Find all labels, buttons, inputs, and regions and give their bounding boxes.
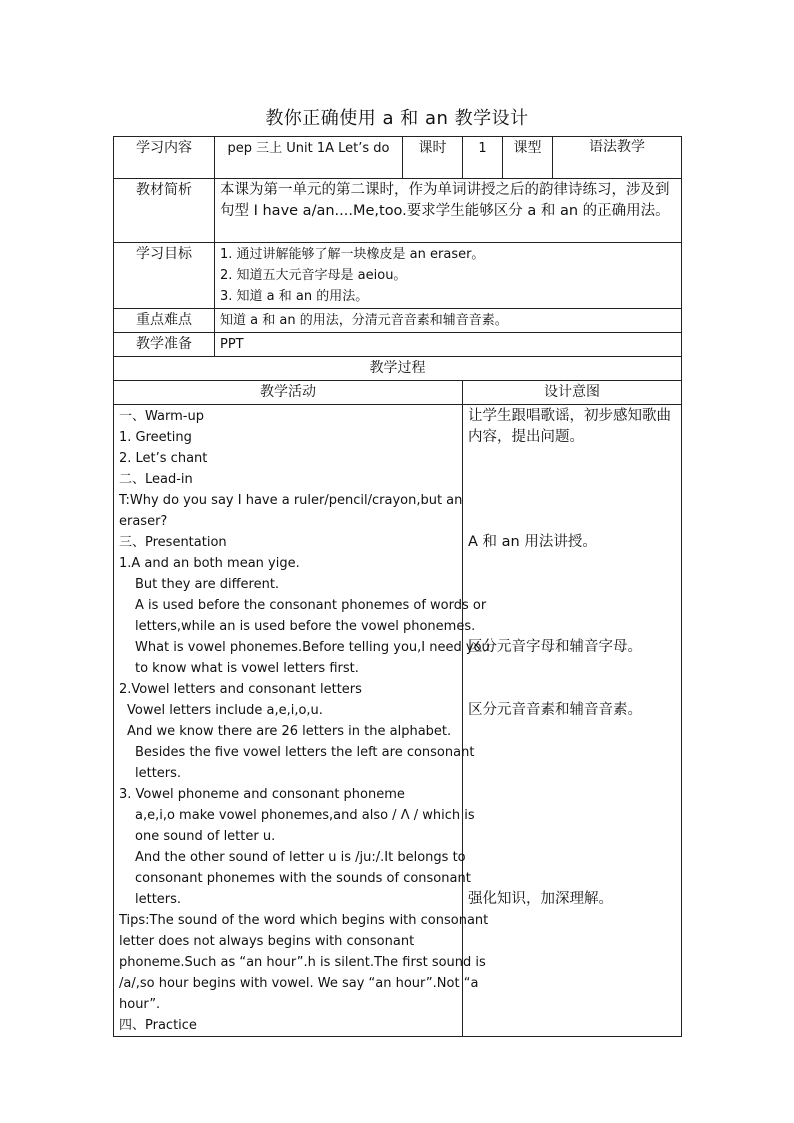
activity-line: 1. Greeting [119,430,192,445]
activity-line: 2.Vowel letters and consonant letters [119,682,362,697]
activity-line: 四、Practice [119,1018,197,1033]
goal-item: 3. 知道 a 和 an 的用法。 [220,289,369,304]
activity-line: to know what is vowel letters first. [135,661,359,676]
activity-line: But they are different. [135,577,280,592]
activity-line: one sound of letter u. [135,829,276,844]
activity-line: And the other sound of letter u is /ju:/.It belongs to [135,850,466,865]
header-row [114,137,682,179]
intro-text: 本课为第一单元的第二课时，作为单词讲授之后的韵律诗练习，涉及到句型 I have a/an....Me,too.要求学生能够区分 a 和 an 的正确用法。 [215,179,682,243]
process-title-row [114,357,682,381]
content-label: 学习内容 [114,137,215,179]
activity-line: hour”. [119,997,161,1012]
goals-row [114,243,682,309]
activity-line: 1.A and an both mean yige. [119,556,300,571]
type-value: 语法教学 [553,137,682,179]
intent-text: 区分元音音素和辅音音素。 [468,702,643,718]
activity-line: 一、Warm-up [119,409,204,424]
activity-line: 3. Vowel phoneme and consonant phoneme [119,787,405,802]
goals-label: 学习目标 [114,243,215,309]
intent-text: 区分元音字母和辅音字母。 [468,639,643,655]
activity-line: /a/,so hour begins with vowel. We say “an hour”.Not “a [119,976,479,991]
goal-item: 1. 通过讲解能够了解一块橡皮是 an eraser。 [220,247,485,262]
keypoints-text: 知道 a 和 an 的用法，分清元音音素和辅音音素。 [215,309,682,333]
activity-line: letter does not always begins with consonant [119,934,415,949]
prep-label: 教学准备 [114,333,215,357]
keypoints-row [114,309,682,333]
activity-line: letters. [135,892,182,907]
intent-cell [463,405,682,1037]
activity-line: 2. Let’s chant [119,451,208,466]
prep-row [114,333,682,357]
activity-column-header: 教学活动 [114,381,463,405]
intro-row [114,179,682,243]
process-body-row [114,405,682,1037]
activity-line: What is vowel phonemes.Before telling you,I need you [135,640,490,655]
goal-item: 2. 知道五大元音字母是 aeiou。 [220,268,407,283]
activity-line: letters,while an is used before the vowel phonemes. [135,619,476,634]
lesson-plan-table [113,136,682,1037]
activity-line: eraser? [119,514,168,529]
activity-line: consonant phonemes with the sounds of consonant [135,871,471,886]
activity-line: 三、Presentation [119,535,227,550]
type-label: 课型 [503,137,553,179]
prep-text: PPT [215,333,682,357]
activity-line: 二、Lead-in [119,472,193,487]
intent-text: 强化知识，加深理解。 [468,891,614,907]
activity-cell [114,405,490,1037]
hours-label: 课时 [403,137,463,179]
intro-label: 教材简析 [114,179,215,243]
intent-column-header: 设计意图 [463,381,682,405]
document-title: 教你正确使用 a 和 an 教学设计 [265,108,529,129]
content-value: pep 三上 Unit 1A Let’s do [215,137,403,179]
activity-line: phoneme.Such as “an hour”.h is silent.The first sound is [119,955,486,970]
intent-text: 让学生跟唱歌谣，初步感知歌曲内容，提出问题。 [468,408,672,445]
process-title: 教学过程 [114,357,682,381]
activity-line: T:Why do you say I have a ruler/pencil/crayon,but an [119,493,463,508]
activity-line: And we know there are 26 letters in the alphabet. [127,724,452,739]
keypoints-label: 重点难点 [114,309,215,333]
hours-value: 1 [463,137,503,179]
process-header-row [114,381,682,405]
activity-line: a,e,i,o make vowel phonemes,and also / Λ / which is [135,808,475,823]
goals-list [215,243,682,309]
activity-line: Vowel letters include a,e,i,o,u. [127,703,323,718]
intent-text: A 和 an 用法讲授。 [468,534,597,550]
activity-line: letters. [135,766,182,781]
activity-line: A is used before the consonant phonemes of words or [135,598,487,613]
activity-line: Besides the five vowel letters the left are consonant [135,745,475,760]
activity-line: Tips:The sound of the word which begins with consonant [119,913,489,928]
